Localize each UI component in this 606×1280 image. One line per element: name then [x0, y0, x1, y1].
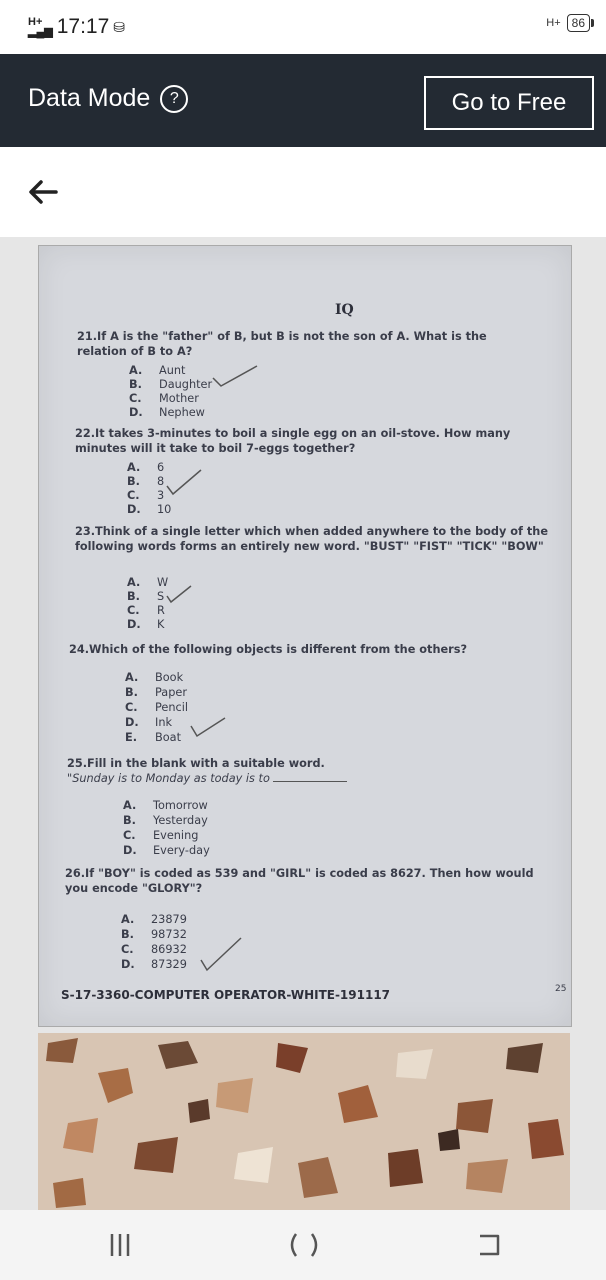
recent-apps-icon[interactable]	[108, 1230, 132, 1260]
option-b: B. Daughter	[129, 378, 213, 391]
photo-viewer[interactable]	[0, 237, 606, 1210]
answer-blank	[273, 781, 347, 782]
option-d: D. Every-day	[123, 844, 210, 857]
option-d: D. K	[127, 618, 165, 631]
clock: 17:17	[56, 15, 110, 38]
status-right	[546, 14, 590, 32]
option-c: C. 86932	[121, 943, 187, 956]
app-header	[0, 54, 606, 147]
option-b: B. Yesterday	[123, 814, 208, 827]
system-navigation-bar	[0, 1210, 606, 1280]
battery-icon: 86	[567, 14, 590, 32]
signal-icon: H+ ▂▄▆	[28, 16, 53, 38]
toolbar	[0, 147, 606, 237]
option-a: A. W	[127, 576, 169, 589]
option-a: A. Tomorrow	[123, 799, 208, 812]
home-icon[interactable]	[286, 1230, 322, 1260]
tick-mark-icon	[211, 364, 261, 388]
option-c: C. 3	[127, 489, 165, 502]
data-mode-label: Data Mode	[28, 84, 151, 112]
question-25-sentence: "Sunday is to Monday as today is to	[67, 772, 347, 786]
data-saver-icon: ⛁	[113, 18, 126, 35]
option-d: D. Nephew	[129, 406, 205, 419]
option-a: A. Aunt	[129, 364, 186, 377]
option-d: D. Ink	[125, 716, 173, 729]
header-title	[28, 84, 188, 113]
question-25: 25.Fill in the blank with a suitable word.	[67, 757, 325, 770]
question-23: 23.Think of a single letter which when added anywhere to the body of the following words forms an entirely new word. "BUST" "FIST" "TICK" "BOW"	[75, 525, 549, 553]
tick-mark-icon	[165, 468, 205, 498]
question-21: 21.If A is the "father" of B, but B is not the son of A. What is the relation of B to A?	[77, 330, 487, 358]
exam-paper	[38, 245, 572, 1027]
option-c: C. R	[127, 604, 165, 617]
option-c: C. Pencil	[125, 701, 189, 714]
option-e: E. Boat	[125, 731, 182, 744]
floor-background	[38, 1033, 570, 1210]
paper-title: IQ	[335, 302, 354, 318]
option-b: B. 8	[127, 475, 165, 488]
option-b: B. S	[127, 590, 165, 603]
terrazzo-pattern	[38, 1033, 570, 1210]
option-d: D. 87329	[121, 958, 187, 971]
option-a: A. 23879	[121, 913, 187, 926]
question-22: 22.It takes 3-minutes to boil a single egg on an oil-stove. How many minutes will it take to boil 7-eggs together?	[75, 427, 511, 455]
status-left	[28, 15, 125, 39]
option-a: A. Book	[125, 671, 184, 684]
back-arrow-icon[interactable]	[26, 175, 60, 209]
option-c: C. Evening	[123, 829, 199, 842]
go-to-free-button[interactable]: Go to Free	[424, 76, 594, 130]
option-a: A. 6	[127, 461, 165, 474]
back-icon[interactable]	[474, 1230, 504, 1260]
tick-mark-icon	[189, 716, 229, 740]
option-c: C. Mother	[129, 392, 199, 405]
option-b: B. Paper	[125, 686, 187, 699]
question-26: 26.If "BOY" is coded as 539 and "GIRL" is coded as 8627. Then how would you encode "GLORY"?	[65, 867, 534, 895]
tick-mark-icon	[165, 584, 195, 604]
status-bar	[0, 0, 606, 54]
option-b: B. 98732	[121, 928, 187, 941]
option-d: D. 10	[127, 503, 172, 516]
paper-footer-code: S-17-3360-COMPUTER OPERATOR-WHITE-191117	[61, 988, 391, 1002]
question-24: 24.Which of the following objects is different from the others?	[69, 643, 468, 656]
tick-mark-icon	[199, 936, 245, 972]
network-type: H+	[546, 17, 561, 29]
page-number: 25	[555, 984, 567, 994]
help-icon[interactable]: ?	[160, 85, 188, 113]
